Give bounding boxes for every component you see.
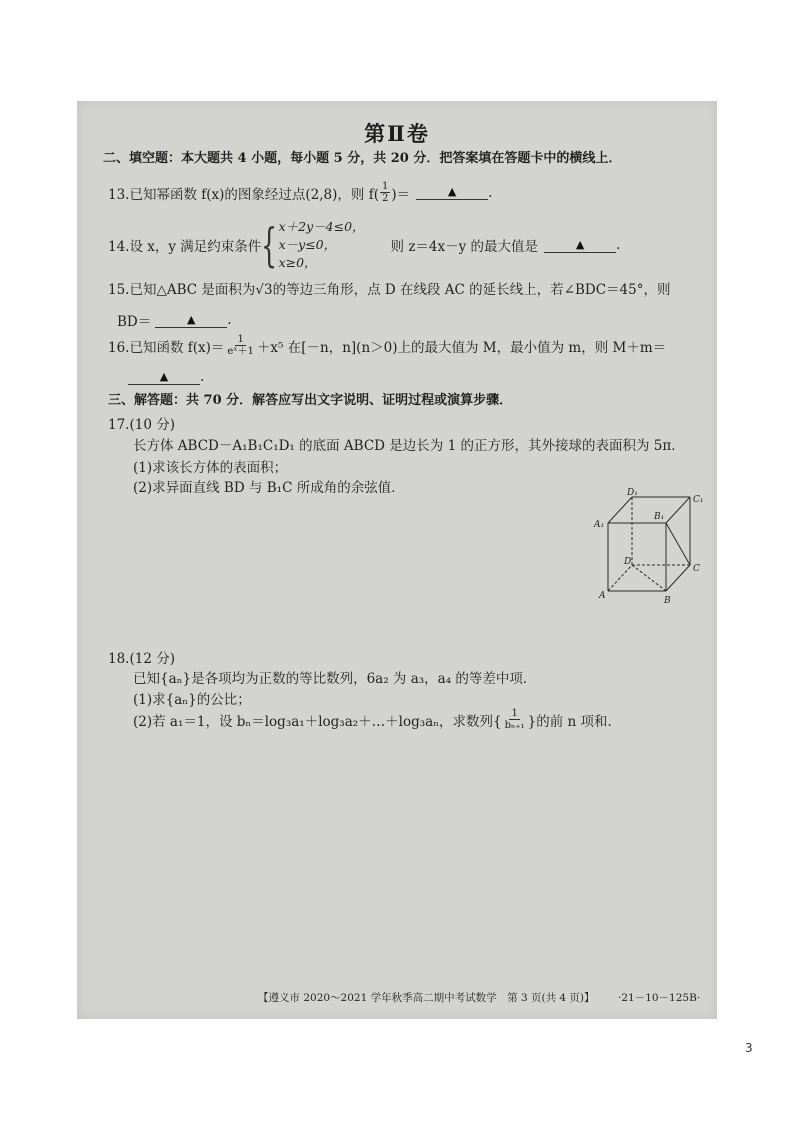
q14-text: 14.设 x，y 满足约束条件 — [108, 239, 262, 255]
label-b1: B₁ — [654, 512, 665, 522]
q18-part2 — [133, 708, 621, 731]
page-title: 第Ⅱ卷 — [364, 121, 430, 146]
q13-fraction — [380, 181, 390, 204]
edge-b1c1 — [666, 497, 690, 523]
q14-text-post: 则 z＝4x－y 的最大值是 — [390, 239, 539, 255]
blank-marker-icon: ▲ — [159, 369, 169, 383]
segment-b1c — [666, 523, 690, 565]
q16-fraction — [225, 334, 256, 357]
q16-frac-den: eˣ＋1 — [227, 346, 254, 357]
q16-text: 16.已知函数 f(x)＝ — [108, 339, 225, 356]
q14-constraints — [279, 218, 365, 272]
page-number: 3 — [745, 1041, 753, 1055]
footer-info: 【遵义市 2020～2021 学年秋季高二期中考试数学 第 3 页(共 4 页)】 — [258, 992, 595, 1004]
footer-code: ·21－10－125B· — [618, 992, 701, 1004]
q14-constraint-2: x－y≤0， — [278, 237, 337, 252]
label-a1: A₁ — [594, 520, 605, 530]
q18-frac-den: bₙ₊₁ — [504, 720, 525, 731]
q15-answer-blank[interactable] — [155, 313, 227, 328]
q13-end: . — [488, 184, 493, 201]
q17-part2: (2)求异面直线 BD 与 B₁C 所成角的余弦值． — [133, 480, 405, 496]
q15-text: BD＝ — [117, 314, 152, 330]
q16-text-post: ＋x⁵ 在[－n，n](n＞0)上的最大值为 M，最小值为 m，则 M＋m＝ — [256, 339, 667, 356]
question-16-line2 — [128, 369, 204, 385]
q14-constraint-3: x≥0， — [278, 255, 317, 270]
label-d: D — [624, 557, 632, 567]
label-b: B — [664, 596, 671, 606]
q16-answer-blank[interactable] — [128, 370, 200, 385]
q14-answer-blank[interactable] — [544, 238, 616, 253]
question-13 — [108, 181, 492, 204]
q13-frac-den: 2 — [381, 193, 389, 204]
blank-marker-icon: ▲ — [575, 237, 585, 251]
q17-part1: (1)求该长方体的表面积； — [133, 460, 288, 476]
q13-text: 13.已知幂函数 f(x)的图象经过点(2,8)，则 f( — [108, 186, 379, 203]
q18-part1: (1)求{aₙ}的公比； — [133, 692, 251, 708]
brace-icon: { — [261, 218, 278, 272]
q16-end: . — [200, 369, 205, 385]
q13-frac-num: 1 — [381, 181, 389, 192]
q13-text-post: )＝ — [391, 186, 411, 203]
question-14 — [108, 218, 620, 272]
q18-stem: 已知{aₙ}是各项均为正数的等比数列，6a₂ 为 a₃，a₄ 的等差中项． — [133, 671, 537, 687]
q17-heading: 17.(10 分) — [108, 417, 175, 433]
q16-frac-num: 1 — [237, 334, 244, 345]
edge-bc — [666, 565, 690, 591]
q18-part2-text: (2)若 a₁＝1，设 bₙ＝log₃a₁＋log₃a₂＋…＋log₃aₙ，求数列{ — [133, 713, 502, 730]
q18-frac-num: 1 — [511, 708, 518, 719]
q13-answer-blank[interactable] — [416, 185, 488, 200]
segment-bd-hidden — [632, 565, 666, 591]
q14-constraint-1: x＋2y－4≤0， — [278, 219, 365, 234]
blank-marker-icon: ▲ — [447, 185, 457, 198]
q15-end: . — [227, 312, 232, 328]
label-c1: C₁ — [693, 495, 704, 505]
q14-end: . — [616, 237, 621, 253]
label-a: A — [599, 591, 606, 601]
question-16 — [108, 334, 666, 357]
question-15-line2 — [117, 310, 232, 330]
q18-heading: 18.(12 分) — [108, 651, 175, 667]
edge-a1d1 — [608, 497, 632, 523]
section2-header: 二、填空题：本大题共 4 小题，每小题 5 分，共 20 分．把答案填在答题卡中的横线上． — [103, 151, 622, 166]
cuboid-figure — [590, 485, 710, 610]
q18-fraction — [503, 708, 527, 731]
section3-header: 三、解答题：共 70 分．解答应写出文字说明、证明过程或演算步骤． — [108, 393, 513, 408]
q17-stem: 长方体 ABCD－A₁B₁C₁D₁ 的底面 ABCD 是边长为 1 的正方形，其外接球的表面积为 5π． — [133, 438, 685, 454]
q18-part2-post: }的前 n 项和． — [527, 713, 622, 730]
edge-ad-hidden — [608, 565, 632, 591]
label-d1: D₁ — [627, 488, 638, 498]
question-15-line1: 15.已知△ABC 是面积为√3的等边三角形，点 D 在线段 AC 的延长线上，若∠BDC＝45°，则 — [108, 282, 671, 298]
blank-marker-icon: ▲ — [187, 312, 196, 326]
label-c: C — [693, 564, 700, 574]
